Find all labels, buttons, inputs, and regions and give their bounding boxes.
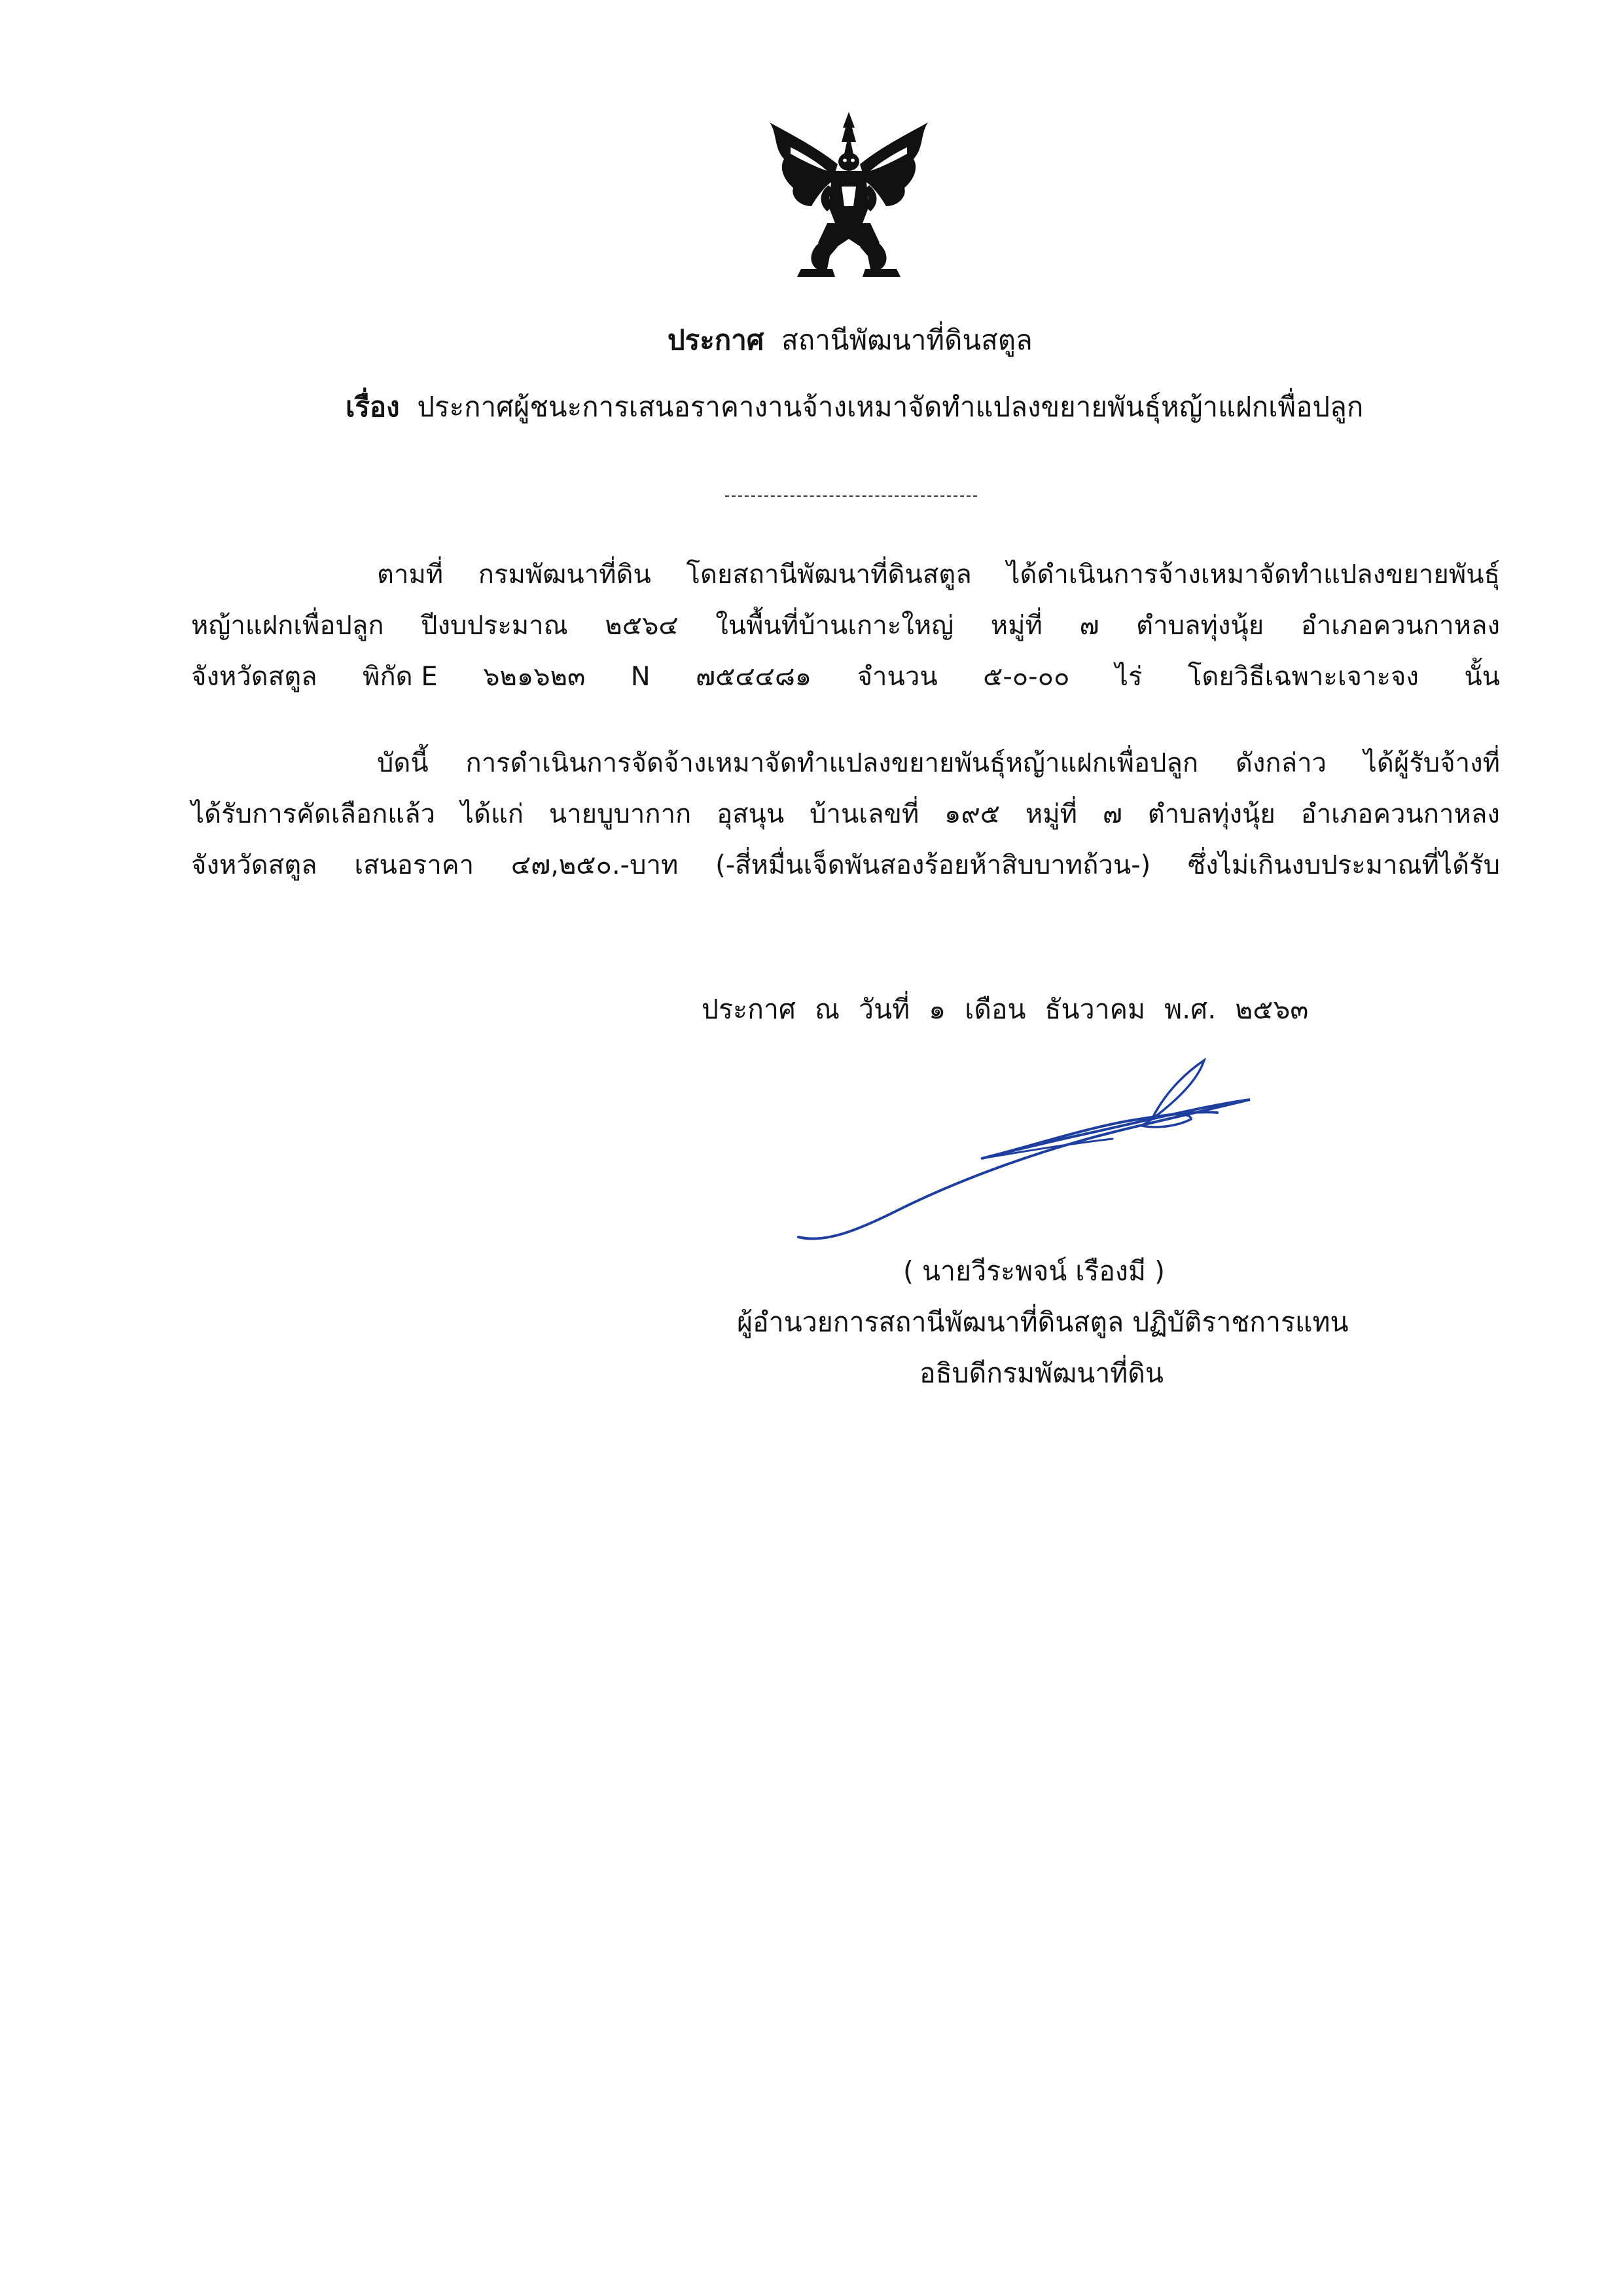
announcement-date: ประกาศ ณ วันที่ ๑ เดือน ธันวาคม พ.ศ. ๒๕๖๓ (702, 994, 1309, 1025)
text-segment: ๑๙๕ (944, 799, 1001, 829)
text-segment: ๖๒๑๖๒๓ (483, 662, 586, 692)
signatory-position-2: อธิบดีกรมพัฒนาที่ดิน (919, 1357, 1164, 1389)
text-segment: การดำเนินการจัดจ้างเหมาจัดทำแปลงขยายพันธุ์หญ้าแฝกเพื่อปลูก (465, 748, 1199, 778)
text-segment: จังหวัดสตูล (191, 662, 317, 692)
text-segment: ปีงบประมาณ (421, 611, 568, 641)
text-segment: N (630, 662, 651, 692)
text-segment: ตำบลทุ่งนุ้ย (1136, 611, 1264, 641)
handwritten-signature (785, 1021, 1283, 1257)
text-segment: กรมพัฒนาที่ดิน (478, 560, 651, 590)
subject-text: ประกาศผู้ชนะการเสนอราคางานจ้างเหมาจัดทำแปลงขยายพันธุ์หญ้าแฝกเพื่อปลูก (417, 391, 1364, 423)
text-segment: ไร่ (1115, 662, 1143, 692)
text-segment: ได้ผู้รับจ้างที่ (1363, 748, 1500, 778)
text-segment: ๗๕๔๔๘๑ (696, 662, 812, 692)
text-segment: หญ้าแฝกเพื่อปลูก (191, 611, 384, 641)
text-segment: พิกัด E (363, 662, 438, 692)
text-segment: ในพื้นที่บ้านเกาะใหญ่ (715, 611, 954, 641)
announce-label: ประกาศ (668, 324, 764, 356)
paragraph-2-line-2 (191, 795, 1500, 834)
divider-line (725, 495, 977, 497)
paragraph-1-line-3 (191, 657, 1500, 696)
subject-label: เรื่อง (346, 391, 400, 423)
text-segment: อำเภอควนกาหลง (1300, 611, 1500, 641)
paragraph-2-line-1 (377, 744, 1500, 783)
text-segment: บ้านเลขที่ (810, 799, 919, 829)
text-segment: ตามที่ (377, 560, 444, 590)
text-segment: ซึ่งไม่เกินงบประมาณที่ได้รับ (1188, 850, 1500, 880)
text-segment: หมู่ที่ (1025, 799, 1077, 829)
text-segment: ได้ดำเนินการจ้างเหมาจัดทำแปลงขยายพันธุ์ (1007, 560, 1500, 590)
text-segment: จำนวน (857, 662, 938, 692)
text-segment: เสนอราคา (354, 850, 474, 880)
text-segment: โดยวิธีเฉพาะเจาะจง (1187, 662, 1419, 692)
subject-heading (346, 387, 1363, 427)
text-segment: ดังกล่าว (1235, 748, 1327, 778)
signatory-position: ผู้อำนวยการสถานีพัฒนาที่ดินสตูล ปฏิบัติราชการแทน (737, 1306, 1349, 1338)
text-segment: โดยสถานีพัฒนาที่ดินสตูล (686, 560, 972, 590)
text-segment: หมู่ที่ (990, 611, 1043, 641)
text-segment: ๗ (1079, 611, 1099, 641)
text-segment: จังหวัดสตูล (191, 850, 317, 880)
text-segment: (-สี่หมื่นเจ็ดพันสองร้อยห้าสิบบาทถ้วน-) (715, 850, 1151, 880)
text-segment: อำเภอควนกาหลง (1300, 799, 1500, 829)
text-segment: ได้แก่ (460, 799, 524, 829)
paragraph-2-line-3 (191, 846, 1500, 885)
text-segment: อุสนุน (717, 799, 785, 829)
text-segment: บัดนี้ (377, 748, 429, 778)
text-segment: ๒๕๖๔ (605, 611, 679, 641)
announcement-heading (668, 321, 1033, 360)
garuda-emblem-icon (764, 108, 933, 279)
agency-name: สถานีพัฒนาที่ดินสตูล (781, 324, 1033, 356)
signatory-name: ( นายวีระพจน์ เรืองมี ) (903, 1255, 1166, 1287)
text-segment: ได้รับการคัดเลือกแล้ว (191, 799, 436, 829)
paragraph-1-line-2 (191, 606, 1500, 645)
text-segment: ๔๗,๒๕๐.-บาท (510, 850, 679, 880)
text-segment: ตำบลทุ่งนุ้ย (1147, 799, 1275, 829)
paragraph-1-line-1 (377, 555, 1500, 594)
text-segment: ๗ (1102, 799, 1122, 829)
text-segment: นายบูบากาก (548, 799, 692, 829)
text-segment: ๕-๐-๐๐ (983, 662, 1070, 692)
text-segment: นั้น (1464, 662, 1500, 692)
